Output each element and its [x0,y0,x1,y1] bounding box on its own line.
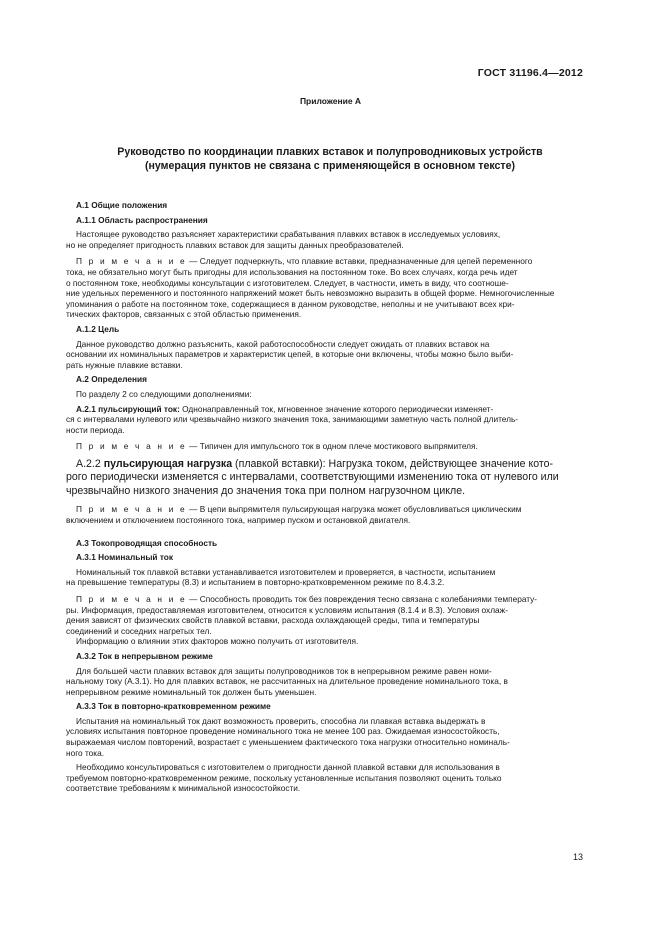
note: П р и м е ч а н и е — Следует подчеркнуть, что плавкие вставки, предназначенные для цепей переменного тока, не обязательно могут быть пригодны для использования на постоянном токе. Во всех случаях, когда речь идет о постоянном токе, необходимы консультации с изготовителем. Следует, в частности, иметь в виду, что соотноше- ние удельных переменного и постоянного напряжений может быть невозможно выразить в общей форме. Немногочисленные упоминания о работе на постоянном токе, содержащиеся в данном руководстве, неполны и не учитывают всех кри- тических факторов, связанных с этой областью применения. [66,256,555,320]
note-label: П р и м е ч а н и е [76,504,187,515]
section-heading: А.3.2 Ток в непрерывном режиме [76,650,213,661]
section-heading: А.1.1 Область распространения [76,214,208,225]
page-title [60,145,600,173]
paragraph: Номинальный ток плавкой вставки устанавливается изготовителем и проверяется, в частности, испытанием на превышение температуры (8.3) и испытанием в повторно-кратковременном режиме по 8.4.3.2. [66,566,496,588]
definition-term: пульсирующая нагрузка [103,457,233,470]
section-heading: А.3 Токопроводящая способность [76,537,218,548]
section-heading: А.3.3 Ток в повторно-кратковременном режиме [76,701,271,712]
note: П р и м е ч а н и е — Типичен для импульсного ток в одном плече мостикового выпрямителя. [76,441,478,452]
definition: А.2.2 пульсирующая нагрузка (плавкой вставки): Нагрузка током, действующее значение кото- рого периодически изменяется с интервалами, соответствующими изменению тока от нулевого или чрезвычайно низкого значения до значения тока при полном нагрузочном цикле. [66,457,559,497]
note: П р и м е ч а н и е — В цепи выпрямителя пульсирующая нагрузка может обусловливаться циклическим включением и отключением постоянного тока, например пуском и остановкой двигателя. [66,504,522,525]
definition: А.2.1 пульсирующий ток: Однонаправленный ток, мгновенное значение которого периодически изменяет- ся с интервалами нулевого или чрезвычайно низкого значения тока, занимающими заметную часть полной длитель- ности периода. [66,403,519,435]
note-label: П р и м е ч а н и е [76,441,187,452]
paragraph: Необходимо консультироваться с изготовителем о пригодности данной плавкой вставки для использования в требуемом повторно-кратковременном режиме, поскольку установленные испытания позволяют оценить только соответствие требованиям к минимальной износостойкости. [66,762,502,794]
paragraph: Данное руководство должно разъяснить, какой работоспособности следует ожидать от плавких вставок на основании их номинальных параметров и характеристик цепей, в которые они включены, чтобы можно было выби- рать нужные плавкие вставки. [66,338,514,370]
note-label: П р и м е ч а н и е [76,256,187,267]
paragraph: Для большей части плавких вставок для защиты полупроводников ток в непрерывном режиме равен номи- нальному току (А.3.1). Но для плавких вставок, не рассчитанных на длительное проведение номинального тока, в непрерывном режиме номинальный ток должен быть уменьшен. [66,665,508,697]
paragraph: Настоящее руководство разъясняет характеристики срабатывания плавких вставок в исследуемых условиях, но не определяет пригодность плавких вставок для защиты данных преобразователей. [66,229,501,250]
paragraph: По разделу 2 со следующими дополнениями: [76,388,252,399]
section-heading: А.3.1 Номинальный ток [76,552,173,563]
page-number: 13 [572,852,583,862]
title-line-1: Руководство по координации плавких вставок и полупроводниковых устройств [117,146,543,158]
document-id: ГОСТ 31196.4—2012 [477,67,583,79]
section-heading: А.1 Общие положения [76,200,168,210]
paragraph: Испытания на номинальный ток дают возможность проверить, способна ли плавкая вставка выдержать в условиях испытания повторное проведение номинального тока не менее 100 раз. Ожидаемая износостойкость, выражаемая числом повторений, возрастает с уменьшением фактического тока нагрузки относительно номиналь- ного тока. [66,715,510,758]
note-label: П р и м е ч а н и е [76,593,187,604]
document-body [66,200,582,794]
section-heading: А.2 Определения [76,374,147,385]
appendix-label: Приложение А [299,96,362,106]
definition-term: А.2.1 пульсирующий ток: [76,403,180,414]
section-heading: А.1.2 Цель [76,323,120,334]
note: П р и м е ч а н и е — Способность проводить ток без повреждения тесно связана с колебаниями температу- ры. Информация, предоставляемая изготовителем, относится к условиям испытания (8.1.4 и 8.3). Условия охлаж- дения зависят от физических свойств плавкой вставки, расхода охлаждающей среды, типа и температуры соединений и соседних нагретых тел. Информацию о влиянии этих факторов можно получить от изготовителя. [66,593,538,647]
title-line-2: (нумерация пунктов не связана с применяющейся в основном тексте) [144,160,516,172]
